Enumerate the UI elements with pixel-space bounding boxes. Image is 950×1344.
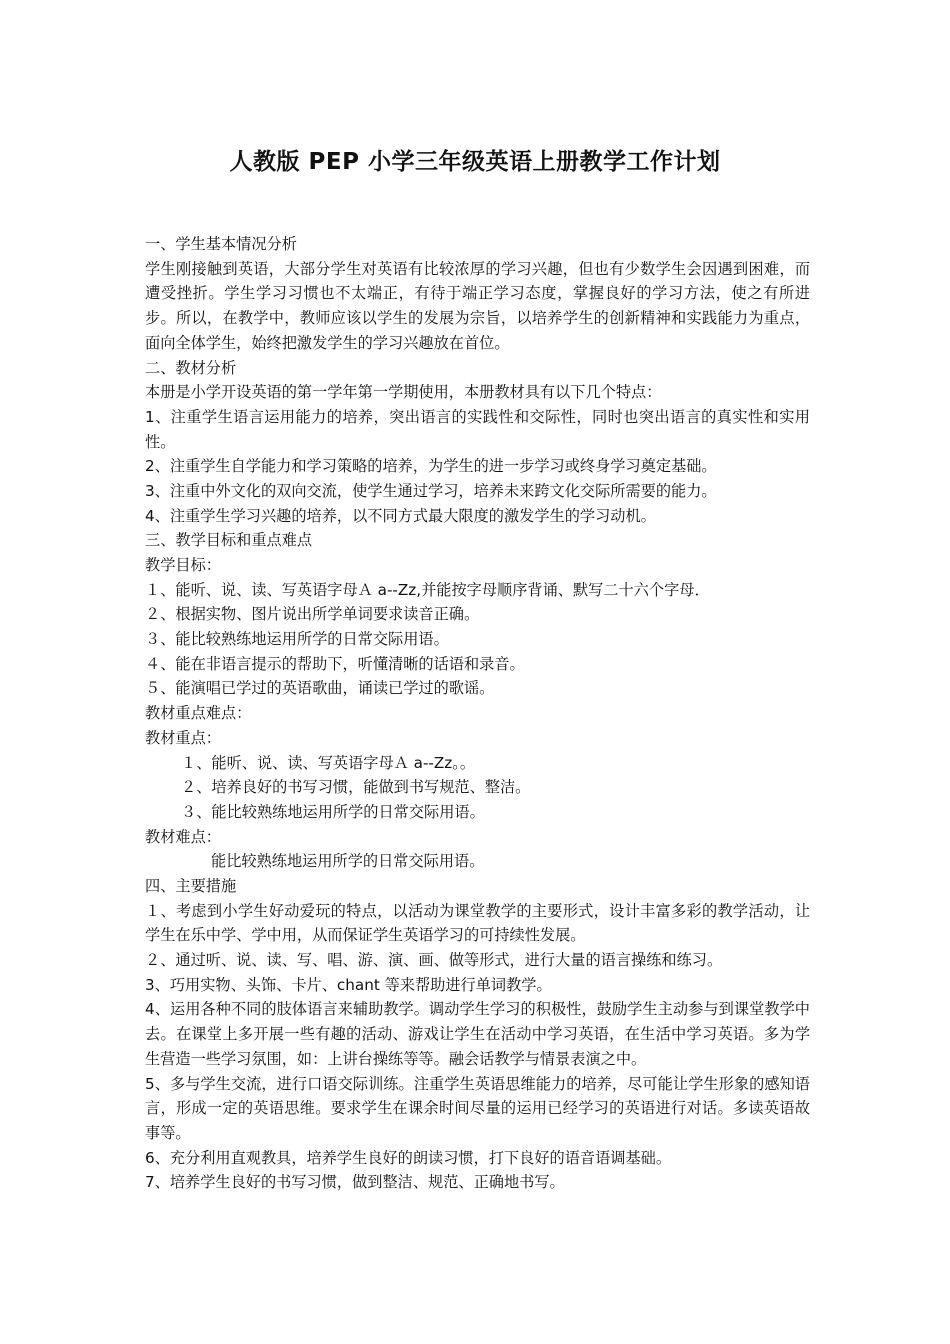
feature-item: 3、注重中外文化的双向交流，使学生通过学习，培养未来跨文化交际所需要的能力。 [145,481,717,500]
goal-item: ４、能在非语言提示的帮助下，听懂清晰的话语和录音。 [145,654,525,673]
paragraph-textbook-intro: 本册是小学开设英语的第一学年第一学期使用，本册教材具有以下几个特点： [145,383,662,402]
goals-label: 教学目标： [145,556,221,575]
document-title: 人教版 PEP 小学三年级英语上册教学工作计划 [229,149,721,175]
section-heading-goals: 三、教学目标和重点难点 [145,531,313,550]
measure-item: １、考虑到小学生好动爱玩的特点，以活动为课堂教学的主要形式，设计丰富多彩的教学活动，让学生在乐中学、学中用，从而保证学生英语学习的可持续性发展。 [145,901,810,945]
paragraph-student-analysis: 学生刚接触到英语，大部分学生对英语有比较浓厚的学习兴趣，但也有少数学生会因遇到困难，而遭受挫折。学生学习习惯也不太端正，有待于端正学习态度，掌握良好的学习方法，使之有所进步。所以，在教学中，教师应该以学生的发展为宗旨，以培养学生的创新精神和实践能力为重点，面向全体学生，始终把激发学生的学习兴趣放在首位。 [145,259,810,352]
document-body [145,232,810,1195]
measure-item: 3、巧用实物、头饰、卡片、chant 等来帮助进行单词教学。 [145,975,552,994]
goal-item: ３、能比较熟练地运用所学的日常交际用语。 [145,630,449,649]
difficult-points-label: 教材难点： [145,827,221,846]
goal-item: ５、能演唱已学过的英语歌曲，诵读已学过的歌谣。 [145,679,495,698]
key-point-item: １、能听、说、读、写英语字母Ａ a--Zz。。 [181,753,476,772]
measure-item: 7、培养学生良好的书写习惯，做到整洁、规范、正确地书写。 [145,1173,565,1192]
feature-item: 1、注重学生语言运用能力的培养，突出语言的实践性和交际性，同时也突出语言的真实性和实用性。 [145,407,810,451]
key-difficult-label: 教材重点难点： [145,704,252,723]
measure-item: ２、通过听、说、读、写、唱、游、演、画、做等形式，进行大量的语言操练和练习。 [145,951,723,970]
feature-item: 4、注重学生学习兴趣的培养，以不同方式最大限度的激发学生的学习动机。 [145,506,656,525]
section-heading-student-analysis: 一、学生基本情况分析 [145,235,297,253]
section-heading-textbook-analysis: 二、教材分析 [145,358,237,377]
measure-item: 6、充分利用直观教具，培养学生良好的朗读习惯，打下良好的语音语调基础。 [145,1148,672,1167]
key-point-item: ３、能比较熟练地运用所学的日常交际用语。 [181,802,485,821]
goal-item: ２、根据实物、图片说出所学单词要求读音正确。 [145,605,480,624]
difficult-point-item: 能比较熟练地运用所学的日常交际用语。 [211,852,485,871]
goal-item: １、能听、说、读、写英语字母Ａ a--Zz,并能按字母顺序背诵、默写二十六个字母． [145,580,710,599]
measure-item: 5、多与学生交流，进行口语交际训练。注重学生英语思维能力的培养，尽可能让学生形象的感知语言，形成一定的英语思维。要求学生在课余时间尽量的运用已经学习的英语进行对话。多读英语故事等。 [145,1074,810,1142]
key-points-label: 教材重点： [145,728,221,747]
key-point-item: ２、培养良好的书写习惯，能做到书写规范、整洁。 [181,778,531,797]
section-heading-measures: 四、主要措施 [145,876,237,895]
feature-item: 2、注重学生自学能力和学习策略的培养，为学生的进一步学习或终身学习奠定基础。 [145,457,717,476]
measure-item: 4、运用各种不同的肢体语言来辅助教学。调动学生学习的积极性，鼓励学生主动参与到课堂教学中去。在课堂上多开展一些有趣的活动、游戏让学生在活动中学习英语，在生活中学习英语。多为学生营造一些学习氛围，如：上讲台操练等等。融会话教学与情景表演之中。 [145,1000,810,1068]
